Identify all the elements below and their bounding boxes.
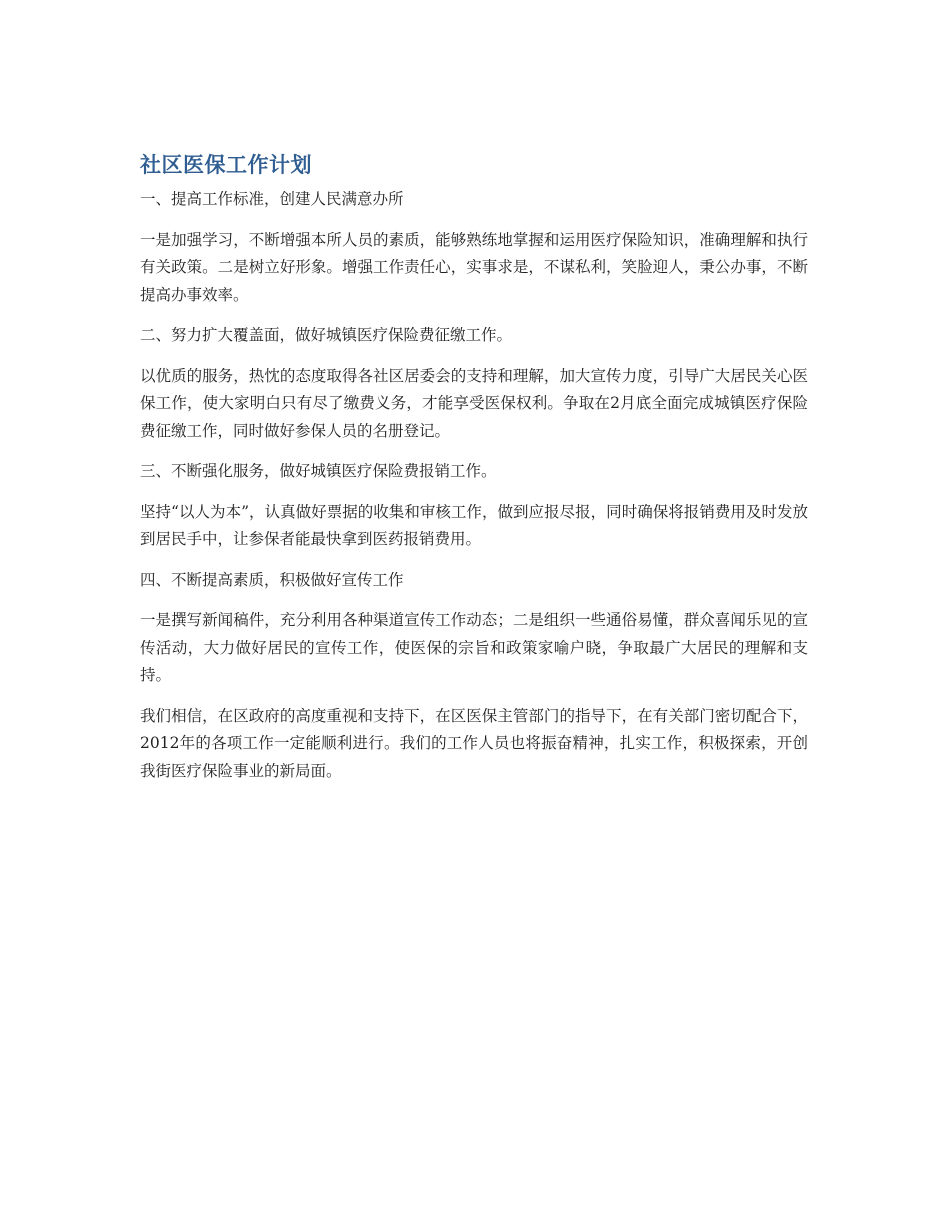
section-heading-1: 一、提高工作标准，创建人民满意办所 bbox=[140, 190, 404, 208]
section-body-2: 以优质的服务，热忱的态度取得各社区居委会的支持和理解，加大宣传力度，引导广大居民关心医保工作，使大家明白只有尽了缴费义务，才能享受医保权利。争取在2月底全面完成城镇医疗保险费征缴工作，同时做好参保人员的名册登记。 bbox=[140, 366, 808, 440]
conclusion-paragraph: 我们相信，在区政府的高度重视和支持下，在区医保主管部门的指导下，在有关部门密切配合下，2012年的各项工作一定能顺利进行。我们的工作人员也将振奋精神，扎实工作，积极探索，开创我街医疗保险事业的新局面。 bbox=[140, 706, 808, 780]
document-body bbox=[140, 150, 808, 798]
section-body-3: 坚持“以人为本”，认真做好票据的收集和审核工作，做到应报尽报，同时确保将报销费用及时发放到居民手中，让参保者能最快拿到医药报销费用。 bbox=[140, 502, 808, 548]
section-body-1: 一是加强学习，不断增强本所人员的素质，能够熟练地掌握和运用医疗保险知识，准确理解和执行有关政策。二是树立好形象。增强工作责任心，实事求是，不谋私利，笑脸迎人，秉公办事，不断提高办事效率。 bbox=[140, 230, 808, 304]
document-title: 社区医保工作计划 bbox=[140, 153, 312, 177]
section-heading-3: 三、不断强化服务，做好城镇医疗保险费报销工作。 bbox=[140, 462, 497, 480]
section-body-4: 一是撰写新闻稿件，充分利用各种渠道宣传工作动态；二是组织一些通俗易懂，群众喜闻乐见的宣传活动，大力做好居民的宣传工作，使医保的宗旨和政策家喻户晓，争取最广大居民的理解和支持。 bbox=[140, 611, 808, 684]
section-heading-4: 四、不断提高素质，积极做好宣传工作 bbox=[140, 570, 404, 589]
section-heading-2: 二、努力扩大覆盖面，做好城镇医疗保险费征缴工作。 bbox=[140, 326, 513, 344]
